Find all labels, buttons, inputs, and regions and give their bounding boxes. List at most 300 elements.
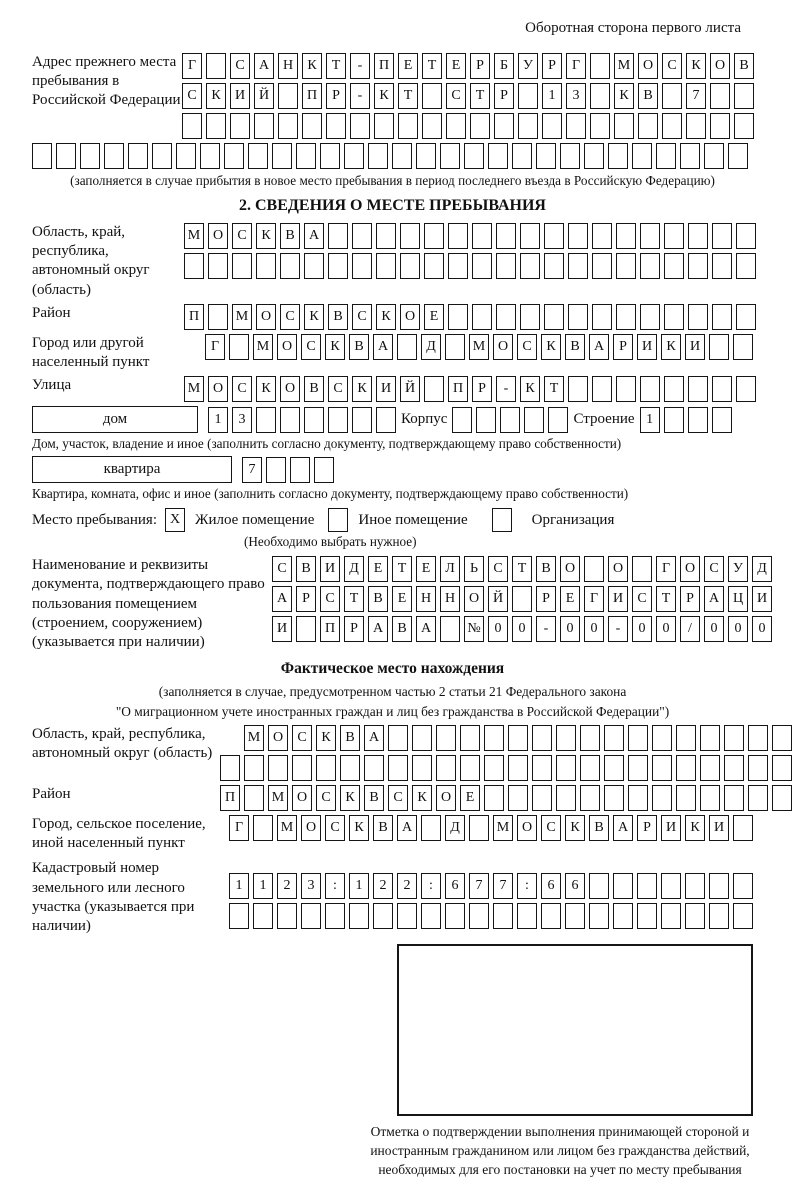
char-cell[interactable] [508,785,528,811]
char-cell[interactable]: П [448,376,468,402]
char-cell[interactable]: В [734,53,754,79]
char-cell[interactable] [254,113,274,139]
char-cell[interactable]: : [421,873,441,899]
char-cell[interactable]: Г [229,815,249,841]
char-cell[interactable] [376,253,396,279]
char-cell[interactable]: Г [182,53,202,79]
char-cell[interactable]: - [536,616,556,642]
char-cell[interactable] [184,253,204,279]
char-cell[interactable] [664,253,684,279]
char-cell[interactable] [616,223,636,249]
char-cell[interactable]: С [316,785,336,811]
char-cell[interactable]: И [272,616,292,642]
char-cell[interactable]: В [349,334,369,360]
char-cell[interactable] [388,725,408,751]
char-cell[interactable] [628,785,648,811]
char-cell[interactable] [424,253,444,279]
char-cell[interactable] [685,903,705,929]
char-cell[interactable] [541,903,561,929]
char-cell[interactable] [616,253,636,279]
char-cell[interactable] [248,143,268,169]
char-cell[interactable] [664,223,684,249]
char-cell[interactable]: В [392,616,412,642]
char-cell[interactable]: Т [326,53,346,79]
char-cell[interactable] [484,755,504,781]
char-cell[interactable]: 6 [445,873,465,899]
char-cell[interactable] [688,253,708,279]
char-cell[interactable] [452,407,472,433]
char-cell[interactable] [688,223,708,249]
char-cell[interactable]: М [469,334,489,360]
korpus-grid[interactable] [452,407,568,433]
char-cell[interactable] [493,903,513,929]
actual-city-row[interactable] [229,815,753,841]
char-cell[interactable]: Й [488,586,508,612]
char-cell[interactable] [580,755,600,781]
char-cell[interactable] [496,253,516,279]
char-cell[interactable] [314,457,334,483]
char-cell[interactable] [412,755,432,781]
char-cell[interactable]: М [614,53,634,79]
char-cell[interactable]: О [292,785,312,811]
char-cell[interactable] [472,304,492,330]
char-cell[interactable]: А [254,53,274,79]
char-cell[interactable] [664,376,684,402]
char-cell[interactable] [661,873,681,899]
char-cell[interactable] [374,113,394,139]
char-cell[interactable] [328,407,348,433]
char-cell[interactable] [680,143,700,169]
apartment-number-grid[interactable] [242,457,334,483]
char-cell[interactable] [560,143,580,169]
char-cell[interactable]: О [208,376,228,402]
char-cell[interactable] [712,253,732,279]
char-cell[interactable] [301,903,321,929]
char-cell[interactable]: Д [421,334,441,360]
char-cell[interactable]: С [446,83,466,109]
previous-address-row-2[interactable] [182,83,754,109]
previous-address-row-1[interactable] [182,53,754,79]
street-row[interactable] [184,376,756,402]
char-cell[interactable] [470,113,490,139]
stroenie-grid[interactable] [640,407,732,433]
char-cell[interactable]: 3 [566,83,586,109]
char-cell[interactable] [517,903,537,929]
char-cell[interactable] [208,304,228,330]
char-cell[interactable] [733,815,753,841]
char-cell[interactable]: Г [656,556,676,582]
char-cell[interactable]: О [280,376,300,402]
char-cell[interactable] [709,873,729,899]
char-cell[interactable]: О [517,815,537,841]
char-cell[interactable] [436,725,456,751]
char-cell[interactable] [340,755,360,781]
char-cell[interactable] [128,143,148,169]
char-cell[interactable]: : [325,873,345,899]
char-cell[interactable]: М [232,304,252,330]
char-cell[interactable]: О [493,334,513,360]
char-cell[interactable] [350,113,370,139]
char-cell[interactable] [296,143,316,169]
char-cell[interactable]: А [368,616,388,642]
char-cell[interactable]: Ь [464,556,484,582]
char-cell[interactable] [392,143,412,169]
char-cell[interactable]: Р [542,53,562,79]
char-cell[interactable] [220,755,240,781]
char-cell[interactable]: В [328,304,348,330]
char-cell[interactable] [592,253,612,279]
char-cell[interactable]: 3 [232,407,252,433]
char-cell[interactable] [613,873,633,899]
char-cell[interactable] [614,113,634,139]
char-cell[interactable] [556,725,576,751]
char-cell[interactable] [688,376,708,402]
char-cell[interactable] [590,83,610,109]
document-row-3[interactable] [272,616,772,642]
char-cell[interactable] [748,725,768,751]
actual-district-row[interactable] [220,785,792,811]
char-cell[interactable]: С [182,83,202,109]
char-cell[interactable] [616,304,636,330]
char-cell[interactable] [676,785,696,811]
char-cell[interactable] [446,113,466,139]
char-cell[interactable] [712,304,732,330]
char-cell[interactable]: Д [344,556,364,582]
char-cell[interactable]: В [373,815,393,841]
char-cell[interactable] [532,725,552,751]
char-cell[interactable]: Е [392,586,412,612]
char-cell[interactable]: П [220,785,240,811]
char-cell[interactable] [200,143,220,169]
char-cell[interactable] [604,785,624,811]
char-cell[interactable] [580,725,600,751]
char-cell[interactable] [556,755,576,781]
char-cell[interactable] [589,873,609,899]
char-cell[interactable]: И [230,83,250,109]
char-cell[interactable]: В [638,83,658,109]
char-cell[interactable]: Е [446,53,466,79]
char-cell[interactable] [568,376,588,402]
char-cell[interactable] [637,903,657,929]
char-cell[interactable] [325,903,345,929]
char-cell[interactable]: Р [637,815,657,841]
char-cell[interactable]: Б [494,53,514,79]
char-cell[interactable]: - [608,616,628,642]
char-cell[interactable]: 1 [253,873,273,899]
char-cell[interactable] [496,223,516,249]
char-cell[interactable]: С [541,815,561,841]
char-cell[interactable] [206,53,226,79]
char-cell[interactable] [56,143,76,169]
char-cell[interactable] [590,53,610,79]
char-cell[interactable] [476,407,496,433]
char-cell[interactable]: В [304,376,324,402]
char-cell[interactable] [524,407,544,433]
char-cell[interactable] [376,223,396,249]
char-cell[interactable] [518,113,538,139]
char-cell[interactable] [208,253,228,279]
char-cell[interactable] [640,376,660,402]
char-cell[interactable] [104,143,124,169]
document-row-1[interactable] [272,556,772,582]
char-cell[interactable]: : [517,873,537,899]
char-cell[interactable]: К [541,334,561,360]
char-cell[interactable]: К [374,83,394,109]
char-cell[interactable] [734,113,754,139]
char-cell[interactable] [592,376,612,402]
char-cell[interactable]: / [680,616,700,642]
char-cell[interactable] [664,304,684,330]
char-cell[interactable]: Т [398,83,418,109]
char-cell[interactable] [662,113,682,139]
char-cell[interactable]: 1 [208,407,228,433]
char-cell[interactable]: Д [752,556,772,582]
char-cell[interactable] [206,113,226,139]
document-row-2[interactable] [272,586,772,612]
char-cell[interactable] [440,616,460,642]
char-cell[interactable] [604,725,624,751]
char-cell[interactable] [544,304,564,330]
char-cell[interactable]: У [728,556,748,582]
char-cell[interactable] [700,785,720,811]
char-cell[interactable] [652,725,672,751]
char-cell[interactable] [640,253,660,279]
char-cell[interactable]: М [253,334,273,360]
checkbox-organization[interactable] [492,508,512,532]
cadastral-row-2[interactable] [229,903,753,929]
char-cell[interactable] [628,725,648,751]
char-cell[interactable]: С [388,785,408,811]
char-cell[interactable]: Т [392,556,412,582]
char-cell[interactable] [652,755,672,781]
char-cell[interactable]: О [464,586,484,612]
char-cell[interactable]: К [376,304,396,330]
char-cell[interactable] [460,725,480,751]
char-cell[interactable]: П [302,83,322,109]
char-cell[interactable] [488,143,508,169]
char-cell[interactable] [580,785,600,811]
char-cell[interactable] [709,903,729,929]
char-cell[interactable]: А [397,815,417,841]
char-cell[interactable] [724,725,744,751]
char-cell[interactable]: И [637,334,657,360]
char-cell[interactable]: А [304,223,324,249]
char-cell[interactable] [424,376,444,402]
char-cell[interactable]: С [352,304,372,330]
char-cell[interactable]: Р [536,586,556,612]
char-cell[interactable]: А [613,815,633,841]
char-cell[interactable] [568,253,588,279]
char-cell[interactable] [712,407,732,433]
char-cell[interactable]: А [364,725,384,751]
char-cell[interactable] [772,785,792,811]
char-cell[interactable] [532,785,552,811]
char-cell[interactable]: 0 [704,616,724,642]
char-cell[interactable] [272,143,292,169]
char-cell[interactable] [520,304,540,330]
char-cell[interactable] [733,903,753,929]
char-cell[interactable]: И [661,815,681,841]
char-cell[interactable]: Н [278,53,298,79]
char-cell[interactable]: М [268,785,288,811]
char-cell[interactable]: № [464,616,484,642]
char-cell[interactable]: А [373,334,393,360]
char-cell[interactable] [520,253,540,279]
char-cell[interactable] [280,253,300,279]
char-cell[interactable] [152,143,172,169]
char-cell[interactable]: 7 [686,83,706,109]
char-cell[interactable] [464,143,484,169]
char-cell[interactable]: Е [560,586,580,612]
char-cell[interactable]: 6 [565,873,585,899]
char-cell[interactable]: 0 [752,616,772,642]
char-cell[interactable]: 0 [632,616,652,642]
char-cell[interactable] [704,143,724,169]
char-cell[interactable]: В [589,815,609,841]
char-cell[interactable]: 2 [373,873,393,899]
char-cell[interactable]: Р [680,586,700,612]
char-cell[interactable]: И [608,586,628,612]
char-cell[interactable] [632,556,652,582]
char-cell[interactable] [512,143,532,169]
char-cell[interactable]: 1 [229,873,249,899]
char-cell[interactable]: М [493,815,513,841]
char-cell[interactable] [244,755,264,781]
char-cell[interactable]: 0 [488,616,508,642]
char-cell[interactable]: Т [656,586,676,612]
char-cell[interactable]: 0 [584,616,604,642]
char-cell[interactable]: С [232,223,252,249]
char-cell[interactable]: С [632,586,652,612]
char-cell[interactable] [536,143,556,169]
char-cell[interactable]: К [685,815,705,841]
char-cell[interactable] [472,253,492,279]
char-cell[interactable]: К [325,334,345,360]
char-cell[interactable] [230,113,250,139]
char-cell[interactable] [176,143,196,169]
char-cell[interactable] [320,143,340,169]
char-cell[interactable] [676,725,696,751]
char-cell[interactable]: О [277,334,297,360]
char-cell[interactable]: И [685,334,705,360]
char-cell[interactable] [326,113,346,139]
char-cell[interactable]: О [560,556,580,582]
char-cell[interactable] [734,83,754,109]
district-row[interactable] [184,304,756,330]
region-row-1[interactable] [184,223,756,249]
char-cell[interactable]: О [400,304,420,330]
char-cell[interactable] [700,725,720,751]
char-cell[interactable] [229,903,249,929]
char-cell[interactable] [736,223,756,249]
char-cell[interactable]: С [328,376,348,402]
char-cell[interactable] [304,253,324,279]
char-cell[interactable] [448,253,468,279]
char-cell[interactable] [584,556,604,582]
char-cell[interactable] [421,903,441,929]
char-cell[interactable] [373,903,393,929]
char-cell[interactable]: Р [326,83,346,109]
char-cell[interactable]: Т [470,83,490,109]
char-cell[interactable] [613,903,633,929]
char-cell[interactable]: - [496,376,516,402]
house-number-grid[interactable] [208,407,396,433]
city-row[interactable] [205,334,753,360]
char-cell[interactable] [328,223,348,249]
char-cell[interactable] [304,407,324,433]
char-cell[interactable]: М [184,376,204,402]
char-cell[interactable] [728,143,748,169]
char-cell[interactable] [397,903,417,929]
char-cell[interactable]: А [272,586,292,612]
char-cell[interactable]: Н [416,586,436,612]
char-cell[interactable] [568,223,588,249]
char-cell[interactable]: Д [445,815,465,841]
char-cell[interactable] [589,903,609,929]
char-cell[interactable]: О [208,223,228,249]
char-cell[interactable]: К [304,304,324,330]
char-cell[interactable]: Е [424,304,444,330]
char-cell[interactable]: 2 [397,873,417,899]
char-cell[interactable]: Е [460,785,480,811]
char-cell[interactable] [352,253,372,279]
char-cell[interactable] [494,113,514,139]
char-cell[interactable] [229,334,249,360]
char-cell[interactable] [565,903,585,929]
char-cell[interactable]: Р [344,616,364,642]
char-cell[interactable] [472,223,492,249]
char-cell[interactable]: Л [440,556,460,582]
char-cell[interactable] [256,407,276,433]
char-cell[interactable]: 0 [656,616,676,642]
actual-region-row-2[interactable] [220,755,792,781]
char-cell[interactable]: О [268,725,288,751]
char-cell[interactable]: К [316,725,336,751]
char-cell[interactable]: Р [296,586,316,612]
char-cell[interactable]: 7 [493,873,513,899]
char-cell[interactable]: К [352,376,372,402]
char-cell[interactable] [253,815,273,841]
char-cell[interactable]: И [752,586,772,612]
char-cell[interactable] [712,376,732,402]
char-cell[interactable]: С [272,556,292,582]
char-cell[interactable]: А [589,334,609,360]
char-cell[interactable] [484,785,504,811]
char-cell[interactable] [608,143,628,169]
char-cell[interactable] [182,113,202,139]
char-cell[interactable]: К [565,815,585,841]
char-cell[interactable] [556,785,576,811]
char-cell[interactable]: П [374,53,394,79]
char-cell[interactable] [661,903,681,929]
char-cell[interactable] [772,755,792,781]
char-cell[interactable] [710,113,730,139]
char-cell[interactable]: И [376,376,396,402]
char-cell[interactable]: Е [416,556,436,582]
char-cell[interactable] [736,304,756,330]
char-cell[interactable] [469,815,489,841]
char-cell[interactable] [592,304,612,330]
char-cell[interactable] [590,113,610,139]
char-cell[interactable] [424,223,444,249]
char-cell[interactable] [688,304,708,330]
char-cell[interactable]: 0 [512,616,532,642]
char-cell[interactable]: О [436,785,456,811]
char-cell[interactable] [448,223,468,249]
char-cell[interactable] [421,815,441,841]
char-cell[interactable]: Р [613,334,633,360]
char-cell[interactable] [398,113,418,139]
